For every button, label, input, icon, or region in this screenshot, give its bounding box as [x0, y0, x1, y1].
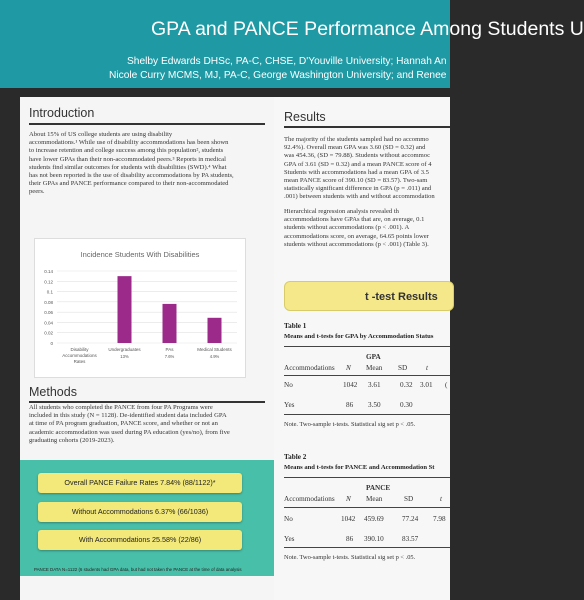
table1-top-rule	[284, 346, 450, 347]
table1-row1-mean: 3.61	[368, 381, 381, 389]
table1-caption: Means and t-tests for GPA by Accommodation Status	[284, 333, 434, 340]
chart-x-tick-label: Undergraduates	[108, 347, 141, 352]
chart-bar	[118, 276, 132, 343]
methods-heading: Methods	[29, 385, 77, 399]
chart-x-tick-label: Medical Students	[197, 347, 232, 352]
table1-row1-extra: (	[445, 381, 448, 389]
chart-bar	[163, 304, 177, 343]
table2-caption: Means and t-tests for PANCE and Accommodation St	[284, 464, 435, 471]
table1-bottom-rule	[284, 414, 450, 415]
chart-y-tick-label: 0.12	[44, 279, 53, 285]
results-paragraph-1	[284, 136, 459, 202]
methods-rule	[29, 401, 265, 403]
results-p1-line: GPA of 3.61 (SD = 0.32) and a mean PANCE score of 4	[284, 160, 432, 168]
table2-top-rule	[284, 477, 450, 478]
results-p1-line: The majority of the students sampled had no accommo	[284, 136, 429, 143]
methods-line: included in this study (N = 1128). De-identified student data included GPA	[29, 412, 227, 420]
table2-row1-mean: 459.69	[364, 515, 384, 523]
intro-line: to increase retention and college success among this population², students	[29, 147, 224, 155]
table2-header-sd: SD	[404, 495, 414, 503]
chart-title: Incidence Students With Disabilities	[80, 250, 200, 259]
table2-row1-label: No	[284, 515, 293, 523]
intro-line: peers.	[29, 188, 45, 196]
table2-header-accommodations: Accommodations	[284, 495, 335, 503]
table2-header-t: t	[440, 495, 442, 503]
chart-y-tick-label: 0.06	[44, 310, 53, 316]
results-p1-line: mean PANCE score of 390.10 (SD = 83.57). Two-sam	[284, 177, 428, 185]
chart-bar	[208, 318, 222, 343]
chart-y-tick-label: 0	[50, 341, 53, 346]
methods-line: at time of PA program graduation, PANCE score, and whether or not an	[29, 420, 218, 428]
chart-y-tick-label: 0.02	[44, 330, 53, 336]
table1-row2-label: Yes	[284, 401, 295, 409]
authors-line-1: Shelby Edwards DHSc, PA-C, CHSE, D'Youville University; Hannah An	[127, 56, 447, 67]
table2-row1-n: 1042	[341, 515, 356, 523]
results-p1-line: was 454.36, (SD = 79.88). Students without accommoc	[284, 152, 431, 160]
results-p1-line: Students with accommodations had a mean GPA of 3.5	[284, 168, 429, 176]
chart-x-tick-label: Accommodations	[62, 353, 97, 358]
results-p2-line: accommodations have GPAs that are, on average, 0.1	[284, 216, 425, 224]
table2-header-n: N	[346, 495, 351, 503]
methods-line: graduating cohorts (2019-2023).	[29, 436, 115, 444]
table1-row1-label: No	[284, 381, 293, 389]
table1-header-sd: SD	[398, 364, 408, 372]
table1-row2-n: 86	[346, 401, 354, 409]
chart-x-tick-label: Disability	[70, 347, 89, 352]
table2-header-rule	[284, 507, 450, 508]
table1-row2-mean: 3.50	[368, 401, 381, 409]
intro-line: has not been reported is the use of disability accommodations by PA students,	[29, 172, 234, 180]
chart-y-tick-label: 0.14	[44, 269, 53, 274]
table2-row2-mean: 390.10	[364, 535, 384, 543]
table2-note: Note. Two-sample t-tests. Statistical sig set p < .05.	[284, 554, 416, 561]
intro-paragraph	[29, 131, 265, 197]
chart-y-tick-label: 0.08	[44, 299, 53, 305]
without-accommodations-pill: Without Accommodations 6.37% (66/1036)	[38, 502, 242, 522]
table2-row1-sd: 77.24	[402, 515, 419, 523]
chart-data-label: 13%	[120, 354, 129, 359]
results-p2-line: students without accommodations (p < .001). A	[284, 224, 410, 232]
results-paragraph-2	[284, 208, 459, 249]
ttest-results-banner	[284, 281, 454, 311]
table2-header-mean: Mean	[366, 495, 383, 503]
overall-failure-pill: Overall PANCE Failure Rates 7.84% (88/1122)*	[38, 473, 242, 493]
table2-row2-n: 86	[346, 535, 354, 543]
table1-row1-n: 1042	[343, 381, 358, 389]
chart-y-tick-label: 0.1	[46, 289, 53, 295]
disability-chart	[34, 238, 246, 378]
chart-data-label: 7.6%	[164, 354, 175, 359]
intro-rule	[29, 123, 265, 125]
table1-header-accommodations: Accommodations	[284, 364, 335, 372]
intro-heading: Introduction	[29, 106, 95, 120]
authors-line-2: Nicole Curry MCMS, MJ, PA-C, George Washington University; and Renee	[109, 70, 447, 81]
results-p2-line: accommodations score, on average, 64.65 points lower	[284, 232, 429, 240]
results-p1-line: 92.4%). Overall mean GPA was 3.60 (SD = 0.32) and	[284, 144, 426, 152]
methods-line: academic accommodation was used during PA education (yes/no), from five	[29, 428, 230, 436]
table1-row1-t: 3.01	[420, 381, 433, 389]
callout-note: PANCE DATA N=1122 (6 students had GPA data, but had not taken the PANCE at the time of data analysis	[34, 567, 242, 572]
table2-label: Table 2	[284, 453, 307, 461]
results-heading: Results	[284, 110, 326, 124]
table1-header-t: t	[426, 364, 428, 372]
chart-data-label: 4.9%	[209, 354, 220, 359]
intro-line: About 15% of US college students are using disability	[29, 131, 173, 138]
results-rule	[284, 126, 450, 128]
results-p1-line: .001) between students with and without accommodation	[284, 193, 435, 201]
intro-line: accommodations.¹ While use of disability accommodations has been shown	[29, 139, 229, 147]
table2-measure: PANCE	[366, 484, 391, 492]
table1-header-n: N	[346, 364, 351, 372]
chart-x-tick-label: Rates	[73, 359, 86, 364]
table2-row1-t: 7.98	[433, 515, 446, 523]
chart-x-tick-label: PAs	[165, 347, 174, 352]
table2-row2-sd: 83.57	[402, 535, 419, 543]
table2-bottom-rule	[284, 547, 450, 548]
methods-line: All students who completed the PANCE from four PA Programs were	[29, 404, 213, 411]
results-p2-line: students without accommodations (p < .001) (Table 3).	[284, 240, 429, 248]
intro-line: their GPAs and PANCE performance compared to their non-accommodated	[29, 180, 229, 188]
table1-note: Note. Two-sample t-tests. Statistical sig set p < .05.	[284, 421, 416, 428]
table1-row1-sd: 0.32	[400, 381, 413, 389]
table1-header-rule	[284, 375, 450, 376]
methods-paragraph	[29, 404, 265, 445]
table1-label: Table 1	[284, 322, 307, 330]
table1-header-mean: Mean	[366, 364, 383, 372]
table1-row2-sd: 0.30	[400, 401, 413, 409]
ttest-label: t -test Results	[365, 291, 438, 303]
table2-row2-label: Yes	[284, 535, 295, 543]
intro-line: students find similar outcomes for students with disabilities (SWD).⁴ What	[29, 163, 227, 171]
poster-header	[0, 0, 584, 88]
chart-y-tick-label: 0.04	[44, 320, 53, 326]
chart-svg	[35, 239, 245, 377]
results-p1-line: statistically significant difference in GPA (p = .011) and	[284, 185, 432, 193]
table1-measure: GPA	[366, 353, 381, 361]
with-accommodations-pill: With Accommodations 25.58% (22/86)	[38, 530, 242, 550]
poster-title: GPA and PANCE Performance Among Students U	[151, 18, 584, 40]
intro-line: have lower GPAs than their non-accommodated peers.³ Reports in medical	[29, 155, 226, 163]
results-p2-line: Hierarchical regression analysis revealed th	[284, 208, 399, 215]
